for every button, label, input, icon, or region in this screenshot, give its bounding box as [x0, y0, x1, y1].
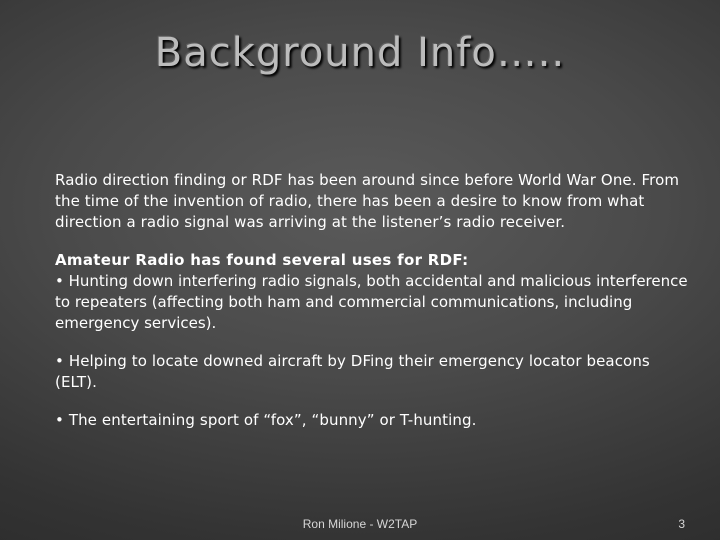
bullet-elt: • Helping to locate downed aircraft by DFing their emergency locator beacons (ELT).: [55, 352, 650, 391]
bullet-fox-hunting: • The entertaining sport of “fox”, “bunny” or T-hunting.: [55, 411, 477, 429]
slide-footer: [0, 515, 720, 535]
slide-title: Background Info…..: [154, 30, 566, 76]
footer-author: Ron Milione - W2TAP: [302, 517, 418, 531]
intro-paragraph: Radio direction finding or RDF has been around since before World War One. From the time of the invention of radio, there has been a desire to know from what direction a radio signal was arriving at the listener’s radio receiver.: [55, 171, 680, 231]
uses-heading: Amateur Radio has found several uses for RDF:: [55, 251, 469, 269]
slide-number: 3: [678, 517, 685, 531]
uses-section: [55, 250, 695, 334]
slide-body: [55, 170, 695, 448]
bullet-interference: • Hunting down interfering radio signals, both accidental and malicious interference to repeaters (affecting both ham and commercial communications, including emergency services).: [55, 272, 688, 332]
